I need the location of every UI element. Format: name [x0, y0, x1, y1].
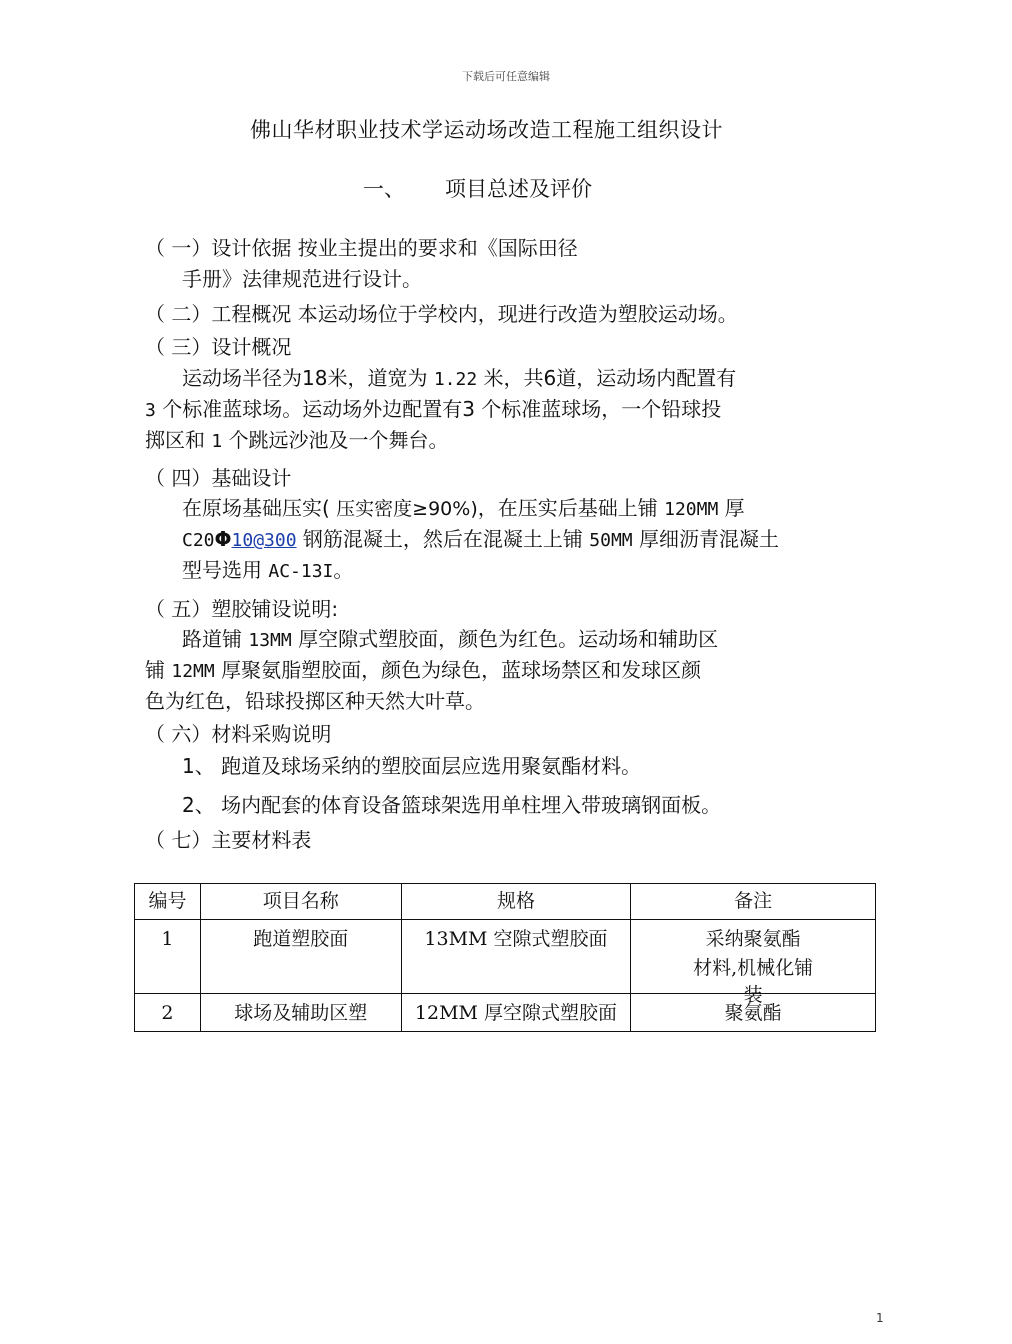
table-cell: 跑道塑胶面: [200, 920, 401, 994]
plastic-laying-line-3: 色为红色，铅球投掷区种天然大叶草。: [145, 689, 485, 713]
table-row: [135, 920, 876, 994]
header-note: 下载后可任意编辑: [462, 70, 550, 83]
table-cell: 1: [135, 920, 201, 994]
text-run: 厚: [724, 496, 745, 520]
table-row: [135, 994, 876, 1032]
materials-table: [134, 883, 876, 1032]
table-cell: [631, 920, 876, 1006]
note-cell-content: [633, 926, 873, 1006]
design-overview-line-2: [145, 393, 721, 422]
text-run: 50MM: [589, 530, 633, 551]
design-basis-heading: （ 一）设计依据 按业主提出的要求和《国际田径: [145, 236, 578, 260]
foundation-design-line-2: [182, 523, 779, 552]
section-title: [363, 173, 592, 203]
text-run: AC-13I: [268, 561, 334, 582]
design-overview-heading: （ 三）设计概况: [145, 335, 292, 359]
text-run: 厚聚氨脂塑胶面，颜色为绿色，蓝球场禁区和发球区颜: [221, 658, 702, 682]
text-run: 。: [333, 558, 354, 582]
foundation-design-line-3: [182, 554, 353, 583]
text-run: C20: [182, 530, 215, 551]
table-cell: 球场及辅助区塑: [200, 994, 401, 1032]
text-run: 1.22: [433, 369, 478, 390]
section-label: 项目总述及评价: [445, 177, 592, 201]
table-header-cell: 备注: [631, 884, 876, 920]
table-header-cell: 规格: [401, 884, 631, 920]
text-run: 13MM: [248, 630, 292, 651]
rebar-spec-link[interactable]: 10@300: [231, 530, 297, 551]
text-run: 铺: [145, 658, 165, 682]
text-run: 厚空隙式塑胶面，颜色为红色。运动场和辅助区: [298, 627, 719, 651]
foundation-design-line-1: [182, 492, 745, 521]
main-materials-heading: （ 七）主要材料表: [145, 828, 312, 852]
table-header-cell: 项目名称: [200, 884, 401, 920]
text-run: 厚细沥青混凝土: [639, 527, 779, 551]
design-overview-line-3: [145, 424, 449, 453]
note-line: 采纳聚氨酯: [705, 928, 801, 950]
table-cell: 12MM 厚空隙式塑胶面: [401, 994, 631, 1032]
text-run: 在原场基础压实(: [182, 496, 330, 520]
table-cell: 13MM 空隙式塑胶面: [401, 920, 631, 994]
design-overview-line-1: [182, 362, 736, 391]
text-run: 运动场半径为18米，道宽为: [182, 366, 428, 390]
document-title: 佛山华材职业技术学运动场改造工程施工组织设计: [250, 118, 723, 142]
text-run: 个标准蓝球场。运动场外边配置有3 个标准蓝球场，一个铅球投: [162, 397, 722, 421]
text-run: 12MM: [171, 661, 215, 682]
page-number: 1: [876, 1311, 884, 1325]
table-cell: 2: [135, 994, 201, 1032]
material-purchase-item-2: 2、 场内配套的体育设备篮球架选用单柱埋入带玻璃钢面板。: [182, 793, 722, 817]
text-run: 压实密度≥90%): [336, 498, 478, 520]
project-overview-heading: （ 二）工程概况 本运动场位于学校内，现进行改造为塑胶运动场。: [145, 302, 738, 326]
section-number: 一、: [363, 177, 405, 201]
text-run: 1: [211, 431, 223, 452]
text-run: 掷区和: [145, 428, 205, 452]
table-header-cell: 编号: [135, 884, 201, 920]
foundation-design-heading: （ 四）基础设计: [145, 466, 292, 490]
text-run: 型号选用: [182, 558, 262, 582]
plastic-laying-heading: （ 五）塑胶铺设说明:: [145, 597, 339, 621]
material-purchase-heading: （ 六）材料采购说明: [145, 722, 332, 746]
text-run: ，在压实后基础上铺: [477, 496, 658, 520]
note-line: 材料,机械化铺: [693, 957, 814, 979]
material-purchase-item-1: 1、 跑道及球场采纳的塑胶面层应选用聚氨酯材料。: [182, 754, 642, 778]
text-run: 个跳远沙池及一个舞台。: [228, 428, 449, 452]
text-run: 120MM: [664, 499, 719, 520]
text-run: 钢筋混凝土，然后在混凝土上铺: [302, 527, 583, 551]
text-run: 路道铺: [182, 627, 242, 651]
table-cell: 聚氨酯: [631, 994, 876, 1032]
design-basis-continuation: 手册》法律规范进行设计。: [182, 267, 422, 291]
note-line: 装: [743, 984, 763, 1006]
phi-symbol: Φ: [214, 527, 232, 551]
text-run: 3: [145, 400, 156, 421]
text-run: 米，共6道，运动场内配置有: [483, 366, 737, 390]
table-header-row: [135, 884, 876, 920]
plastic-laying-line-1: [182, 623, 718, 652]
plastic-laying-line-2: [145, 654, 701, 683]
